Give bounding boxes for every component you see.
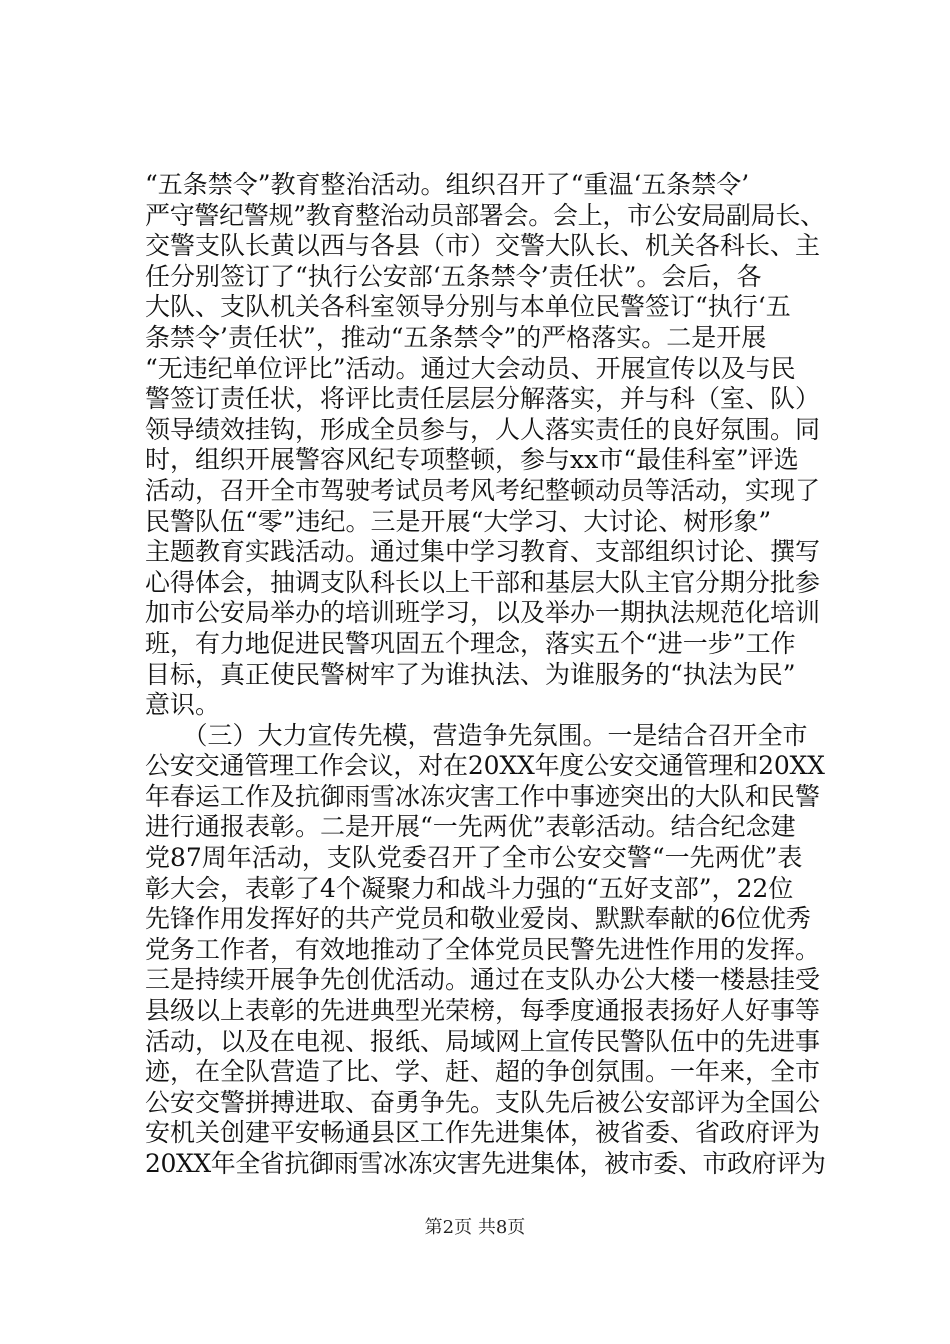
text-line: 大队、支队机关各科室领导分别与本单位民警签订“执行‘五 <box>145 292 791 322</box>
text-line: 安机关创建平安畅通县区工作先进集体，被省委、省政府评为 <box>145 1118 821 1148</box>
text-line: 民警队伍“零”违纪。三是开展“大学习、大讨论、树形象” <box>145 506 772 536</box>
text-line: 交警支队长黄以西与各县（市）交警大队长、机关各科长、主 <box>145 231 821 261</box>
text-line: 公安交警拼搏进取、奋勇争先。支队先后被公安部评为全国公 <box>145 1087 821 1117</box>
text-line: 班，有力地促进民警巩固五个理念，落实五个“进一步”工作 <box>145 628 796 658</box>
text-line: “五条禁令”教育整治活动。组织召开了“重温‘五条禁令’ <box>145 170 750 199</box>
text-line: 20XX年全省抗御雨雪冰冻灾害先进集体，被市委、市政府评为 <box>145 1149 826 1178</box>
text-line: 进行通报表彰。二是开展“一先两优”表彰活动。结合纪念建 <box>145 812 796 842</box>
text-line: 彰大会，表彰了4个凝聚力和战斗力强的“五好支部”，22位 <box>145 873 794 903</box>
text-line: 任分别签订了“执行公安部‘五条禁令’责任状”。会后，各 <box>145 261 762 291</box>
text-line: 先锋作用发挥好的共产党员和敬业爱岗、默默奉献的6位优秀 <box>145 904 811 934</box>
text-line: 条禁令’责任状”，推动“五条禁令”的严格落实。二是开展 <box>145 322 767 352</box>
page-footer: 第2页 共8页 <box>424 1217 526 1238</box>
text-line: 迹，在全队营造了比、学、赶、超的争创氛围。一年来，全市 <box>145 1057 821 1087</box>
text-line: 心得体会，抽调支队科长以上干部和基层大队主官分期分批参 <box>145 567 821 597</box>
text-line: 党务工作者，有效地推动了全体党员民警先进性作用的发挥。 <box>145 934 821 964</box>
body-text <box>145 170 825 1180</box>
text-line: “无违纪单位评比”活动。通过大会动员、开展宣传以及与民 <box>145 353 796 383</box>
text-line: （三）大力宣传先模，营造争先氛围。一是结合召开全市 <box>145 720 808 750</box>
text-line: 活动，以及在电视、报纸、局域网上宣传民警队伍中的先进事 <box>145 1026 821 1056</box>
text-line: 年春运工作及抗御雨雪冰冻灾害工作中事迹突出的大队和民警 <box>145 781 821 811</box>
text-line: 领导绩效挂钩，形成全员参与，人人落实责任的良好氛围。同 <box>145 414 821 444</box>
text-line: 意识。 <box>145 690 221 720</box>
text-line: 县级以上表彰的先进典型光荣榜，每季度通报表扬好人好事等 <box>145 996 821 1026</box>
text-line: 严守警纪警规”教育整治动员部署会。会上，市公安局副局长、 <box>145 200 825 230</box>
text-line: 主题教育实践活动。通过集中学习教育、支部组织讨论、撰写 <box>145 537 821 567</box>
text-line: 三是持续开展争先创优活动。通过在支队办公大楼一楼悬挂受 <box>145 965 821 995</box>
text-line: 目标，真正使民警树牢了为谁执法、为谁服务的“执法为民” <box>145 659 796 689</box>
text-line: 党87周年活动，支队党委召开了全市公安交警“一先两优”表 <box>145 843 803 873</box>
text-line: 加市公安局举办的培训班学习，以及举办一期执法规范化培训 <box>145 598 821 628</box>
text-line: 活动，召开全市驾驶考试员考风考纪整顿动员等活动，实现了 <box>145 475 821 505</box>
text-line: 时，组织开展警容风纪专项整顿，参与xx市“最佳科室”评选 <box>145 445 799 475</box>
text-line: 警签订责任状，将评比责任层层分解落实，并与科（室、队） <box>145 384 821 414</box>
text-line: 公安交通管理工作会议，对在20XX年度公安交通管理和20XX <box>145 751 825 781</box>
